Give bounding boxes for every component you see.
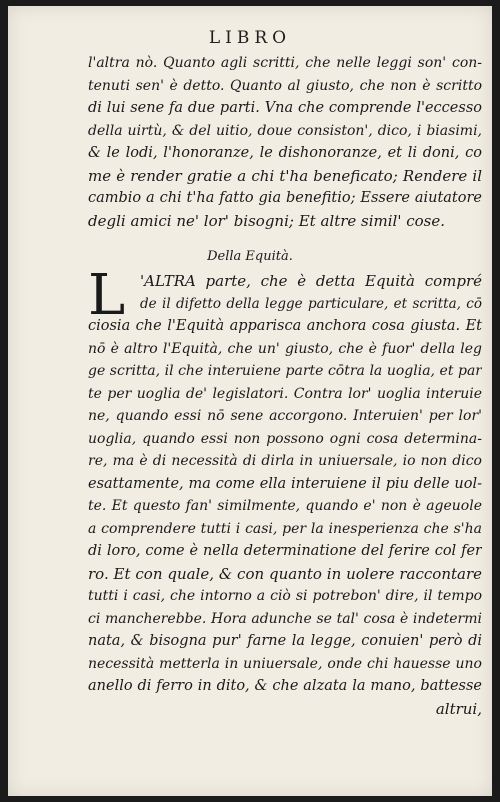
text-line: te per uoglia de' legislatori. Contra lor' uoglia interuie (88, 385, 482, 402)
text-line: a comprendere tutti i casi, per la inesperienza che s'ha (88, 520, 482, 537)
text-line: ne, quando essi nō sene accorgono. Interuien' per lor' (88, 408, 482, 424)
text-line: ge scritta, il che interuiene parte cōtra la uoglia, et par (88, 363, 482, 379)
text-line: di loro, come è nella determinatione del ferire col fer (88, 543, 482, 559)
text-line: nata, & bisogna pur' farne la legge, conuien' però di (88, 633, 482, 649)
book-page (8, 6, 492, 796)
section-heading: Della Equità. (207, 249, 293, 264)
text-line: 'ALTRA parte, che è detta Equità compré (140, 272, 482, 290)
text-line: tutti i casi, che intorno a ciò si potrebon' dire, il tempo (88, 588, 482, 604)
text-line: cambio a chi t'ha fatto gia benefitio; Essere aiutatore (88, 190, 482, 206)
paragraph-top (88, 52, 482, 232)
text-line: & le lodi, l'honoranze, le dishonoranze, et li doni, co (88, 145, 482, 161)
text-line: anello di ferro in dito, & che alzata la mano, battesse (88, 678, 482, 694)
text-line: necessità metterla in uniuersale, onde chi hauesse uno (88, 655, 482, 672)
text-line: nō è altro l'Equità, che un' giusto, che è fuor' della leg (88, 340, 482, 357)
running-head: LIBRO (208, 28, 292, 48)
text-line: ro. Et con quale, & con quanto in uolere raccontare (88, 564, 482, 583)
text-line: di lui sene fa due parti. Vna che comprende l'eccesso (88, 100, 482, 116)
text-line: degli amici ne' lor' bisogni; Et altre simil' cose. (88, 211, 446, 230)
paragraph-bottom (88, 263, 482, 720)
text-line: ci mancherebbe. Hora adunche se tal' cosa è indetermi (88, 610, 482, 627)
text-line: ciosia che l'Equità apparisca anchora cosa giusta. Et (88, 318, 482, 334)
text-line: esattamente, ma come ella interuiene il piu delle uol- (88, 475, 482, 492)
text-line: me è render gratie a chi t'ha beneficato; Rendere il (88, 166, 482, 185)
text-line: de il difetto della legge particulare, et scritta, cō (140, 295, 482, 312)
drop-cap: L (88, 263, 126, 328)
catchword: altrui, (435, 699, 482, 718)
text-line: uoglia, quando essi non possono ogni cosa determina- (88, 430, 482, 447)
text-line: re, ma è di necessità di dirla in uniuersale, io non dico (88, 453, 482, 469)
text-line: tenuti sen' è detto. Quanto al giusto, che non è scritto (88, 77, 482, 94)
text-line: l'altra nò. Quanto agli scritti, che nelle leggi son' con- (88, 55, 482, 71)
text-line: della uirtù, & del uitio, doue consiston', dico, i biasimi, (88, 122, 482, 139)
text-line: te. Et questo fan' similmente, quando e' non è ageuole (88, 498, 482, 514)
